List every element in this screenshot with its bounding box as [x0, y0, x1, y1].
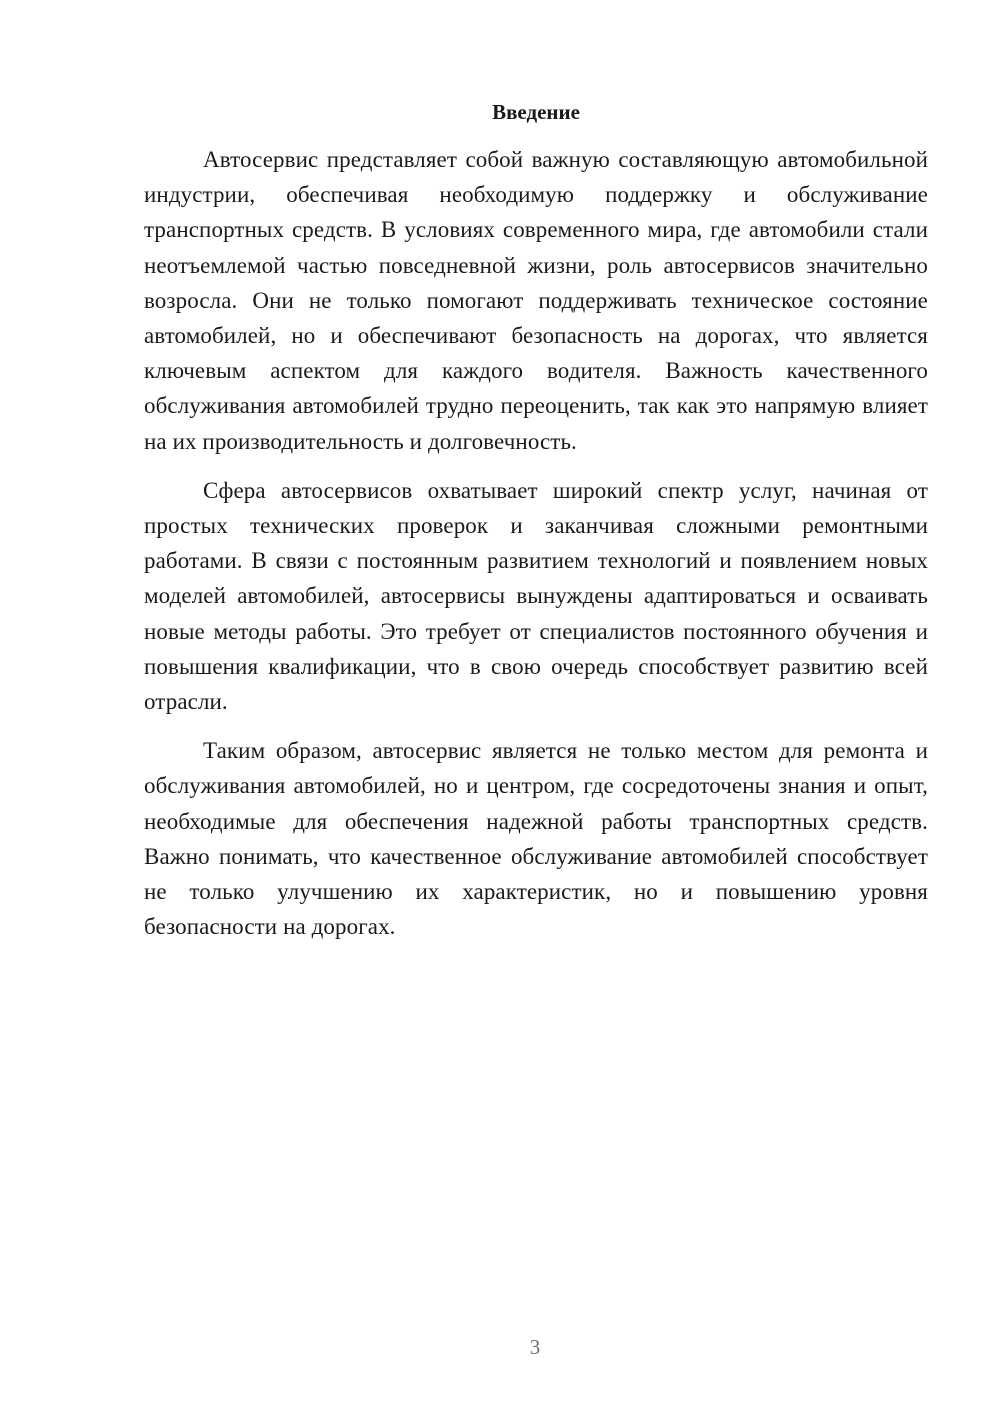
paragraph-2: Сфера автосервисов охватывает широкий спектр услуг, начиная от простых технических проверок и заканчивая сложными ремонтными работами. В связи с постоянным развитием технологий и появлением новых моделей автомобилей, автосервисы вынуждены адаптироваться и осваивать новые методы работы. Это требует от специалистов постоянного обучения и повышения квалификации, что в свою очередь способствует развитию всей отрасли.: [144, 477, 928, 715]
page-number: 3: [529, 1335, 541, 1359]
paragraph-3: Таким образом, автосервис является не только местом для ремонта и обслуживания автомобилей, но и центром, где сосредоточены знания и опыт, необходимые для обеспечения надежной работы транспортных средств. Важно понимать, что качественное обслуживание автомобилей способствует не только улучшению их характеристик, но и повышению уровня безопасности на дорогах.: [144, 738, 928, 940]
section-title: Введение: [492, 100, 580, 124]
paragraph-1: Автосервис представляет собой важную составляющую автомобильной индустрии, обеспечивая необходимую поддержку и обслуживание транспортных средств. В условиях современного мира, где автомобили стали неотъемлемой частью повседневной жизни, роль автосервисов значительно возросла. Они не только помогают поддерживать техническое состояние автомобилей, но и обеспечивают безопасность на дорогах, что является ключевым аспектом для каждого водителя. Важность качественного обслуживания автомобилей трудно переоценить, так как это напрямую влияет на их производительность и долговечность.: [144, 147, 928, 454]
page-content: [144, 96, 928, 944]
